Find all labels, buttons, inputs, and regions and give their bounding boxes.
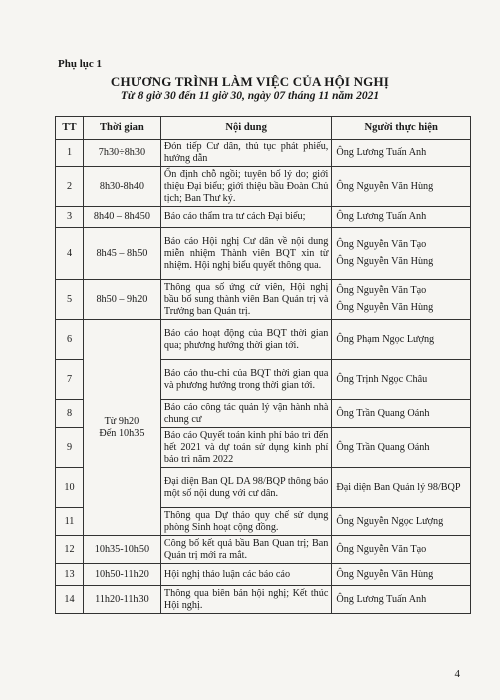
table-row (56, 228, 471, 280)
person-name: Ông Lương Tuấn Anh (336, 593, 427, 605)
row-content: Báo cáo hoạt động của BQT thời gian qua; phương hướng thời gian tới. (160, 320, 331, 360)
row-person (332, 167, 471, 207)
row-time: 10h35-10h50 (83, 536, 160, 564)
row-person (332, 400, 471, 428)
row-content: Công bố kết quả bầu Ban Quan trị; Ban Quản trị mới ra mắt. (160, 536, 331, 564)
header-content: Nội dung (160, 117, 331, 140)
table-header-row (56, 117, 471, 140)
appendix-label: Phụ lục 1 (58, 58, 103, 70)
person-name: Đại diện Ban Quản lý 98/BQP (336, 481, 461, 493)
row-number: 13 (56, 564, 84, 586)
row-person (332, 536, 471, 564)
row-person (332, 140, 471, 167)
row-number: 2 (56, 167, 84, 207)
document-title: CHƯƠNG TRÌNH LÀM VIỆC CỦA HỘI NGHỊ (110, 74, 390, 89)
row-content: Thông qua số ứng cử viên, Hội nghị bầu bổ sung thành viên Ban Quản trị và Trưởng ban Quản trị. (160, 280, 331, 320)
row-content: Đón tiếp Cư dân, thủ tục phát phiếu, hướng dẫn (160, 140, 331, 167)
merged-time-cell (83, 320, 160, 536)
person-name: Ông Nguyễn Ngọc Lượng (336, 515, 444, 527)
table-row (56, 167, 471, 207)
row-person (332, 360, 471, 400)
row-person (332, 207, 471, 228)
row-number: 7 (56, 360, 84, 400)
row-content: Ổn định chỗ ngồi; tuyên bố lý do; giới thiệu Đại biểu; giới thiệu bầu Đoàn Chủ tịch; Ban Thư ký. (160, 167, 331, 207)
row-number: 10 (56, 468, 84, 508)
row-person (332, 508, 471, 536)
row-content: Thông qua Dự thảo quy chế sử dụng phòng Sinh hoạt cộng đồng. (160, 508, 331, 536)
row-content: Báo cáo Quyết toán kinh phí bảo trì đến hết 2021 và dự toán sử dụng kinh phí bảo trì năm 2022 (160, 428, 331, 468)
person-name: Ông Nguyễn Văn Hùng (336, 180, 434, 192)
table-row (56, 140, 471, 167)
person-name: Ông Nguyễn Văn Tạo (336, 543, 427, 555)
table-row (56, 586, 471, 614)
person-name: Ông Trần Quang Oánh (336, 441, 430, 453)
row-content: Đại diện Ban QL DA 98/BQP thông báo một số nội dung với cư dân. (160, 468, 331, 508)
row-person (332, 228, 471, 280)
row-content: Báo cáo công tác quản lý vận hành nhà chung cư (160, 400, 331, 428)
row-content: Báo cáo thẩm tra tư cách Đại biểu; (160, 207, 331, 228)
row-number: 5 (56, 280, 84, 320)
row-time: 8h50 – 9h20 (83, 280, 160, 320)
row-content: Thông qua biên bản hội nghị; Kết thúc Hội nghị. (160, 586, 331, 614)
person-name: Ông Trần Quang Oánh (336, 407, 430, 419)
person-name: Ông Phạm Ngọc Lượng (336, 333, 435, 345)
row-number: 8 (56, 400, 84, 428)
row-time: 7h30÷8h30 (83, 140, 160, 167)
merged-time-end: Đến 10h35 (99, 427, 145, 439)
row-number: 11 (56, 508, 84, 536)
person-name: Ông Nguyễn Văn Hùng (336, 256, 434, 268)
row-person (332, 586, 471, 614)
page-number: 4 (454, 668, 460, 680)
row-person (332, 564, 471, 586)
person-name: Ông Lương Tuấn Anh (336, 211, 427, 223)
header-person: Người thực hiện (332, 117, 471, 140)
row-content: Báo cáo Hội nghị Cư dân về nội dung miễn nhiệm Thành viên BQT xin từ nhiệm. Hội nghị biểu quyết thông qua. (160, 228, 331, 280)
merged-time-start: Từ 9h20 (104, 415, 140, 427)
person-name: Ông Trịnh Ngọc Châu (336, 373, 428, 385)
row-content: Hội nghị thảo luận các báo cáo (160, 564, 331, 586)
row-person (332, 280, 471, 320)
table-row (56, 564, 471, 586)
table-row (56, 536, 471, 564)
row-time: 11h20-11h30 (83, 586, 160, 614)
person-name: Ông Nguyễn Văn Hùng (336, 302, 434, 314)
document-subtitle: Từ 8 giờ 30 đến 11 giờ 30, ngày 07 tháng 11 năm 2021 (120, 90, 380, 102)
table-row (56, 207, 471, 228)
row-number: 1 (56, 140, 84, 167)
row-person (332, 428, 471, 468)
row-number: 14 (56, 586, 84, 614)
header-time: Thời gian (83, 117, 160, 140)
row-person (332, 320, 471, 360)
header-tt: TT (56, 117, 84, 140)
row-number: 12 (56, 536, 84, 564)
row-number: 4 (56, 228, 84, 280)
table-row (56, 280, 471, 320)
row-time: 10h50-11h20 (83, 564, 160, 586)
row-time: 8h30-8h40 (83, 167, 160, 207)
person-name: Ông Nguyễn Văn Tạo (336, 239, 427, 251)
table-row (56, 320, 471, 360)
person-name: Ông Lương Tuấn Anh (336, 147, 427, 159)
person-name: Ông Nguyễn Văn Hùng (336, 568, 434, 580)
row-content: Báo cáo thu-chi của BQT thời gian qua và phương hướng trong thời gian tới. (160, 360, 331, 400)
row-time: 8h40 – 8h450 (83, 207, 160, 228)
agenda-table (55, 116, 471, 614)
row-number: 9 (56, 428, 84, 468)
row-person (332, 468, 471, 508)
row-number: 6 (56, 320, 84, 360)
row-time: 8h45 – 8h50 (83, 228, 160, 280)
row-number: 3 (56, 207, 84, 228)
person-name: Ông Nguyễn Văn Tạo (336, 285, 427, 297)
